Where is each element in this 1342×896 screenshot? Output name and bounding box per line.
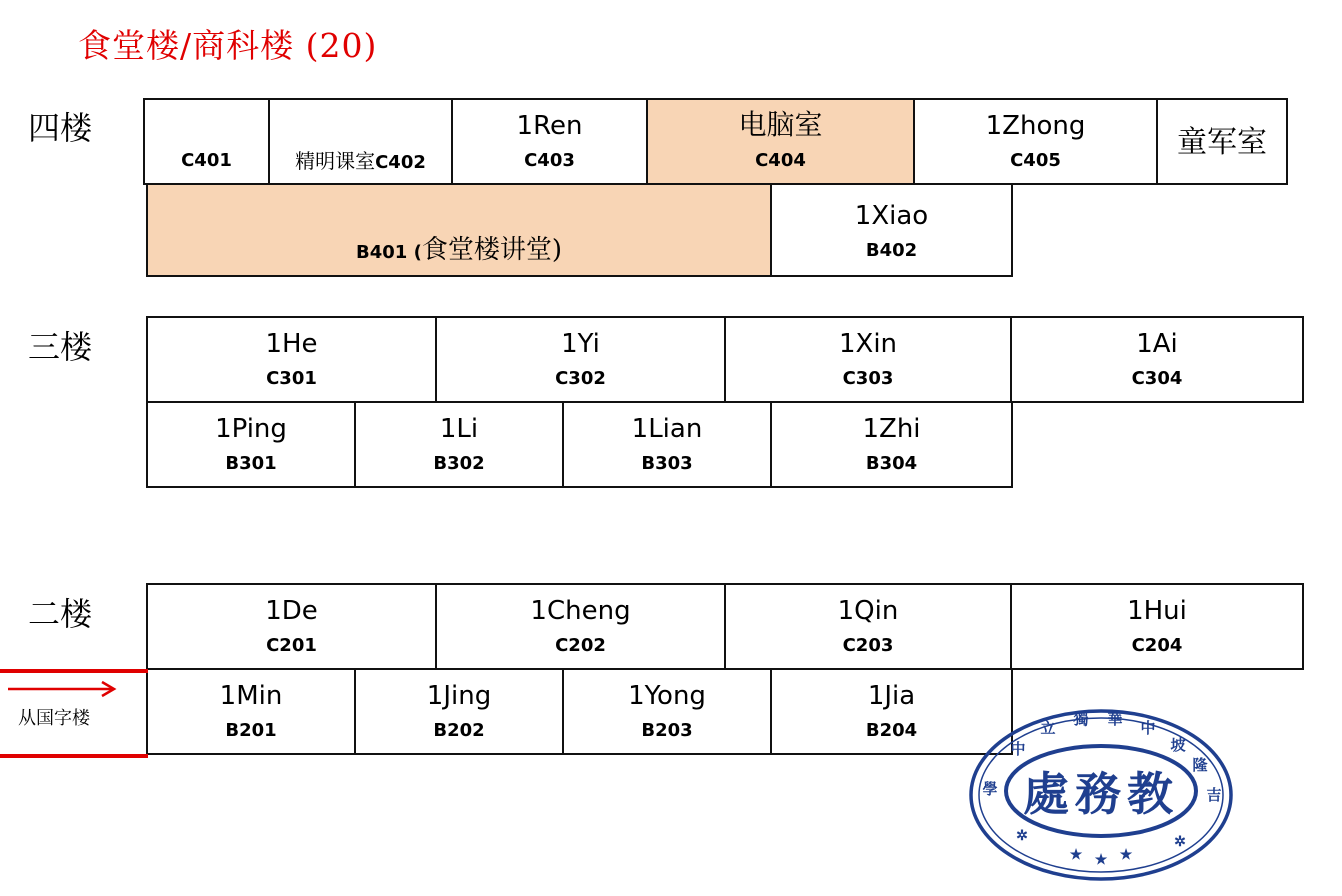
room-c204[interactable] <box>1010 583 1304 670</box>
room-code: C204 <box>1131 635 1183 656</box>
class-name: 1Xin <box>838 329 898 359</box>
room-prefix: 精明课室 <box>295 149 376 173</box>
room-code: B204 <box>865 720 918 741</box>
room-code: C303 <box>842 368 894 389</box>
room-code: B301 <box>225 453 277 474</box>
svg-text:處務教: 處務教 <box>1023 767 1179 821</box>
class-name: 童军室 <box>1177 125 1267 160</box>
room-c302[interactable] <box>435 316 726 403</box>
room-c404-computer-lab[interactable] <box>646 98 915 185</box>
class-name: 1Lian <box>631 414 703 444</box>
room-code: B401 ( <box>356 242 422 263</box>
class-name: 电脑室 <box>738 108 823 141</box>
class-name: 1Cheng <box>530 596 631 626</box>
svg-text:獨: 獨 <box>1073 710 1089 728</box>
room-code: B201 <box>225 720 277 741</box>
svg-text:隆: 隆 <box>1192 756 1208 774</box>
room-c304[interactable] <box>1010 316 1304 403</box>
room-code-line <box>148 235 770 265</box>
svg-text:學: 學 <box>982 780 998 798</box>
svg-text:中: 中 <box>1010 740 1026 758</box>
room-b202[interactable] <box>354 668 564 755</box>
class-name: 1Ping <box>215 414 287 444</box>
room-c201[interactable] <box>146 583 437 670</box>
svg-text:★: ★ <box>1069 847 1083 863</box>
room-code: C202 <box>555 635 606 656</box>
class-name: 1Zhong <box>985 111 1086 141</box>
class-name: 1Jia <box>867 681 916 711</box>
entrance-line-top <box>0 669 148 673</box>
svg-text:✲: ✲ <box>1174 834 1186 850</box>
room-code: B203 <box>641 720 693 741</box>
class-name: 1Yi <box>561 329 600 359</box>
room-b401-lecture-hall[interactable] <box>146 183 772 277</box>
room-code: C301 <box>266 368 317 389</box>
floor-label-4: 四楼 <box>28 109 93 147</box>
room-code: C203 <box>842 635 894 656</box>
room-code: B202 <box>433 720 485 741</box>
room-c301[interactable] <box>146 316 437 403</box>
class-name: 1Qin <box>837 596 899 626</box>
arrow-right-icon <box>6 680 122 698</box>
class-name: 1Min <box>219 681 283 711</box>
room-suffix: 食堂楼讲堂) <box>421 235 562 265</box>
room-code: B402 <box>865 240 918 261</box>
room-code-line <box>270 150 451 174</box>
room-code: B302 <box>433 453 485 474</box>
class-name: 1Jing <box>426 681 492 711</box>
room-c202[interactable] <box>435 583 726 670</box>
room-code: C403 <box>524 150 575 171</box>
room-c203[interactable] <box>724 583 1012 670</box>
svg-text:中: 中 <box>1140 719 1156 737</box>
class-name: 1Zhi <box>862 414 921 444</box>
room-code: C402 <box>375 152 426 173</box>
room-b203[interactable] <box>562 668 772 755</box>
room-code: C302 <box>555 368 606 389</box>
school-seal-stamp <box>968 708 1238 882</box>
entrance-label: 从国字楼 <box>18 708 90 729</box>
room-code: B303 <box>641 453 693 474</box>
room-code: C405 <box>1010 150 1061 171</box>
room-c403[interactable] <box>451 98 648 185</box>
entrance-line-bottom <box>0 754 148 758</box>
room-c405[interactable] <box>913 98 1158 185</box>
room-c401[interactable] <box>143 98 270 185</box>
svg-text:✲: ✲ <box>1016 828 1028 844</box>
class-name: 1He <box>265 329 318 359</box>
room-code: C401 <box>181 150 232 171</box>
class-name: 1De <box>265 596 318 626</box>
class-name: 1Xiao <box>854 201 929 231</box>
room-code: C304 <box>1131 368 1183 389</box>
room-b302[interactable] <box>354 401 564 488</box>
svg-text:坡: 坡 <box>1170 736 1186 754</box>
room-code: C201 <box>266 635 317 656</box>
room-b304[interactable] <box>770 401 1013 488</box>
class-name: 1Li <box>439 414 479 444</box>
room-c303[interactable] <box>724 316 1012 403</box>
room-scout-room[interactable] <box>1156 98 1288 185</box>
svg-text:立: 立 <box>1040 719 1056 737</box>
svg-text:★: ★ <box>1094 852 1108 868</box>
room-code: C404 <box>755 150 806 171</box>
class-name: 1Yong <box>628 681 706 711</box>
room-b201[interactable] <box>146 668 356 755</box>
page-title: 食堂楼/商科楼 (20) <box>78 26 378 65</box>
svg-text:★: ★ <box>1119 847 1133 863</box>
room-code: B304 <box>865 453 918 474</box>
class-name: 1Hui <box>1127 596 1187 626</box>
class-name: 1Ren <box>516 111 583 141</box>
room-c402[interactable] <box>268 98 453 185</box>
room-b301[interactable] <box>146 401 356 488</box>
floor-label-3: 三楼 <box>28 328 93 366</box>
svg-text:華: 華 <box>1107 710 1123 728</box>
room-b402[interactable] <box>770 183 1013 277</box>
class-name: 1Ai <box>1136 329 1178 359</box>
svg-text:吉: 吉 <box>1206 786 1222 804</box>
room-b303[interactable] <box>562 401 772 488</box>
floor-label-2: 二楼 <box>28 595 93 633</box>
